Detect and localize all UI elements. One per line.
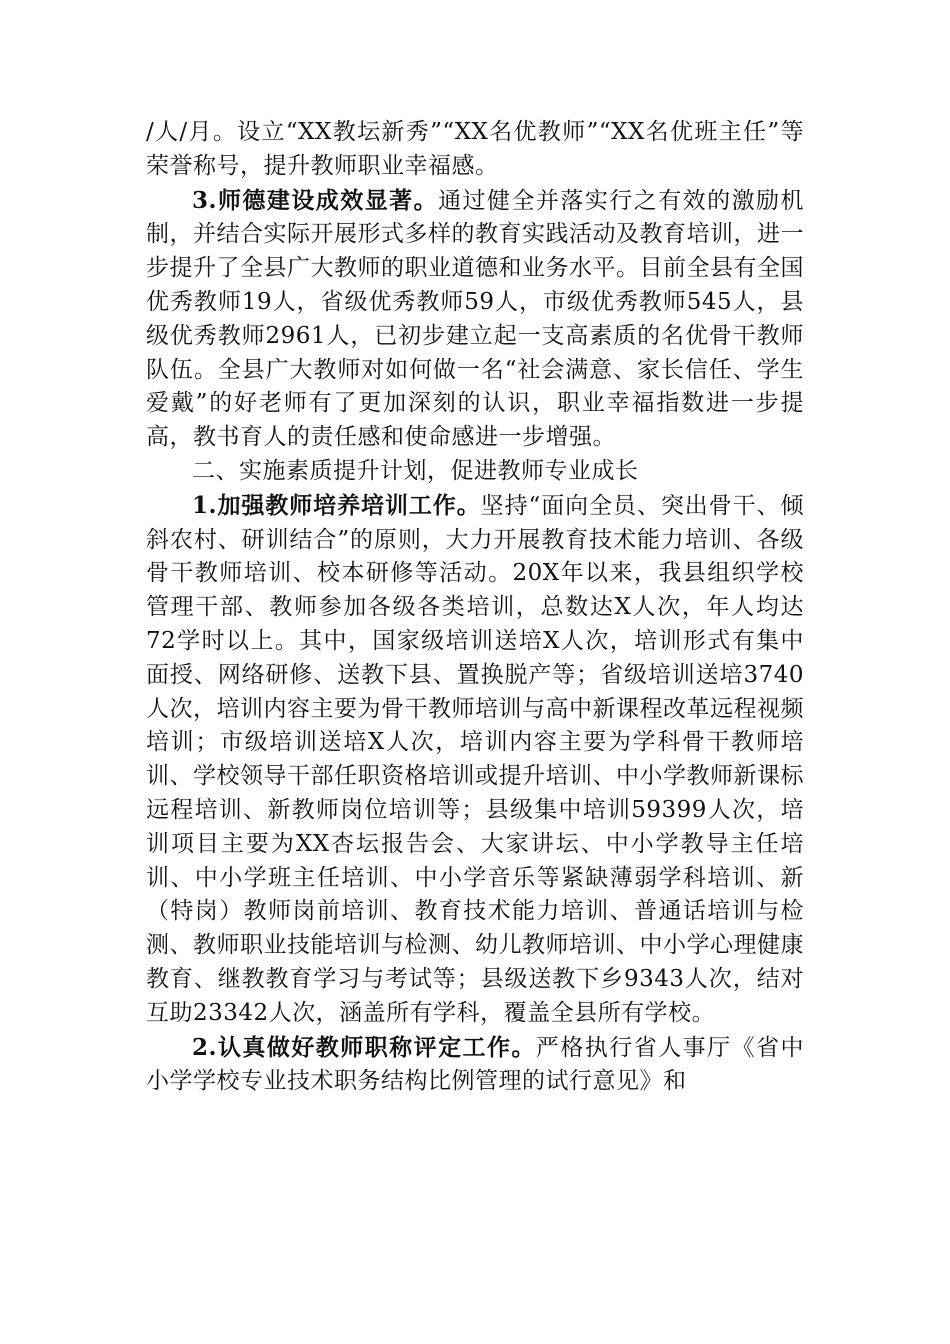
paragraph-text: 通过健全并落实行之有效的激励机制，并结合实际开展形式多样的教育实践活动及教育培训，进一步提升了全县广大教师的职业道德和业务水平。目前全县有全国优秀教师19人，省级优秀教师59人，市级优秀教师545人，县级优秀教师2961人，已初步建立起一支高素质的名优骨干教师队伍。全县广大教师对如何做一名“社会满意、家长信任、学生爱戴”的好老师有了更加深刻的认识，职业幸福指数进一步提高，教书育人的责任感和使命感进一步增强。 [146, 187, 805, 451]
document-page [146, 116, 804, 1099]
paragraph-continuation [146, 116, 804, 184]
paragraph-text: 严格执行省人事厅《省中小学学校专业技术职务结构比例管理的试行意见》和 [146, 1034, 804, 1095]
paragraph-text: 坚持“面向全员、突出骨干、倾斜农村、研训结合”的原则，大力开展教育技术能力培训、各级骨干教师培训、校本研修等活动。20X年以来，我县组织学校管理干部、教师参加各级各类培训，总数达X人次，年人均达72学时以上。其中，国家级培训送培X人次，培训形式有集中面授、网络研修、送教下县、置换脱产等；省级培训送培3740人次，培训内容主要为骨干教师培训与高中新课程改革远程视频培训；市级培训送培X人次，培训内容主要为学科骨干教师培训、学校领导干部任职资格培训或提升培训、中小学教师新课标远程培训、新教师岗位培训等；县级集中培训59399人次，培训项目主要为XX杏坛报告会、大家讲坛、中小学教导主任培训、中小学班主任培训、中小学音乐等紧缺薄弱学科培训、新（特岗）教师岗前培训、教育技术能力培训、普通话培训与检测、教师职业技能培训与检测、幼儿教师培训、中小学心理健康教育、继教教育学习与考试等；县级送教下乡9343人次，结对互助23342人次，涵盖所有学科，覆盖全县所有学校。 [146, 492, 804, 1026]
paragraph-title-evaluation [146, 1031, 804, 1100]
paragraph-training [146, 489, 804, 1031]
paragraph-ethics [146, 184, 804, 455]
section-heading: 二、实施素质提升计划，促进教师专业成长 [192, 457, 639, 484]
paragraph-lead: 3.师德建设成效显著。 [192, 186, 439, 214]
paragraph-lead: 1.加强教师培养培训工作。 [192, 491, 481, 519]
paragraph-text: /人/月。设立“XX教坛新秀”“XX名优教师”“XX名优班主任”等荣誉称号，提升教师职业幸福感。 [146, 119, 804, 179]
paragraph-lead: 2.认真做好教师职称评定工作。 [192, 1033, 536, 1061]
